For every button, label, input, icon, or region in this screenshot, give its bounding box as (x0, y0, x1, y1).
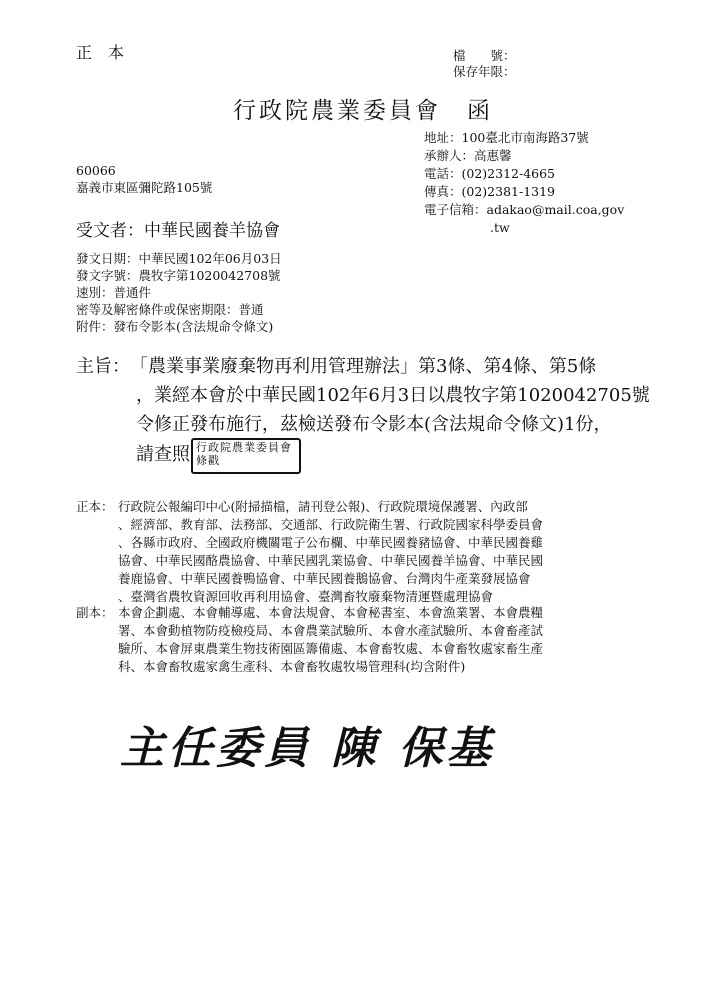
sender-email-cont: .tw (490, 220, 510, 235)
original-copy-line: 行政院公報編印中心(附掃描檔，請刊登公報)、行政院環境保護署、內政部 (118, 499, 528, 514)
original-copy-line: 協會、中華民國酪農協會、中華民國乳業協會、中華民國養羊協會、中華民國 (118, 553, 544, 568)
sender-email: 電子信箱：adakao@mail.coa,gov (424, 202, 625, 217)
duplicate-copy-line: 科、本會畜牧處家禽生產科、本會畜牧處牧場管理科(均含附件) (118, 659, 466, 674)
subject-line-2: ，業經本會於中華民國102年6月3日以農牧字第1020042705號 (136, 385, 650, 406)
delivery-speed: 速別：普通件 (76, 285, 152, 300)
duplicate-copy-line: 本會企劃處、本會輔導處、本會法規會、本會秘書室、本會漁業署、本會農糧 (118, 605, 544, 620)
attachment: 附件：發布令影本(含法規命令條文) (76, 319, 274, 334)
sender-phone: 電話：(02)2312-4665 (424, 166, 556, 181)
subject-label: 主旨： (76, 356, 130, 377)
security-level: 密等及解密條件或保密期限：普通 (76, 302, 264, 317)
recipient: 受文者：中華民國養羊協會 (76, 221, 280, 241)
duplicate-copy-label: 副本： (76, 605, 114, 620)
copy-label: 正 本 (76, 43, 125, 62)
document-number: 發文字號：農牧字第1020042708號 (76, 268, 281, 283)
recipient-address: 嘉義市東區彌陀路105號 (76, 180, 213, 195)
duplicate-copy-line: 驗所、本會屏東農業生物技術園區籌備處、本會畜牧處、本會畜牧處家畜生產 (118, 641, 544, 656)
original-copy-line: 、經濟部、教育部、法務部、交通部、行政院衛生署、行政院國家科學委員會 (118, 517, 544, 532)
subject-line-1: 「農業事業廢棄物再利用管理辦法」第3條、第4條、第5條 (130, 356, 597, 377)
sender-contact: 承辦人：高惠馨 (424, 148, 512, 163)
original-copy-label: 正本： (76, 499, 114, 514)
subject-line-4: 請查照 (136, 444, 190, 465)
original-copy-line: 養鹿協會、中華民國養鴨協會、中華民國養鵝協會、台灣肉牛產業發展協會 (118, 571, 531, 586)
issue-date: 發文日期：中華民國102年06月03日 (76, 251, 282, 266)
original-copy-line: 、各縣市政府、全國政府機關電子公布欄、中華民國養豬協會、中華民國養雞 (118, 535, 544, 550)
sender-fax: 傳真：(02)2381-1319 (424, 184, 556, 199)
duplicate-copy-line: 署、本會動植物防疫檢疫局、本會農業試驗所、本會水產試驗所、本會畜產試 (118, 623, 544, 638)
document-title: 行政院農業委員會 函 (233, 98, 493, 124)
signature: 主任委員 陳 保基 (120, 723, 495, 774)
subject-line-3: 令修正發布施行，茲檢送發布令影本(含法規命令條文)1份， (136, 414, 612, 435)
retention-label: 保存年限： (453, 64, 516, 79)
original-copy-line: 、臺灣省農牧資源回收再利用協會、臺灣畜牧廢棄物清運暨處理協會 (118, 589, 494, 604)
sender-address: 地址：100臺北市南海路37號 (424, 130, 589, 145)
file-number-label: 檔 號： (453, 48, 516, 63)
recipient-zip: 60066 (76, 163, 116, 178)
official-stamp: 行政院農業委員會條戳 (191, 438, 301, 474)
